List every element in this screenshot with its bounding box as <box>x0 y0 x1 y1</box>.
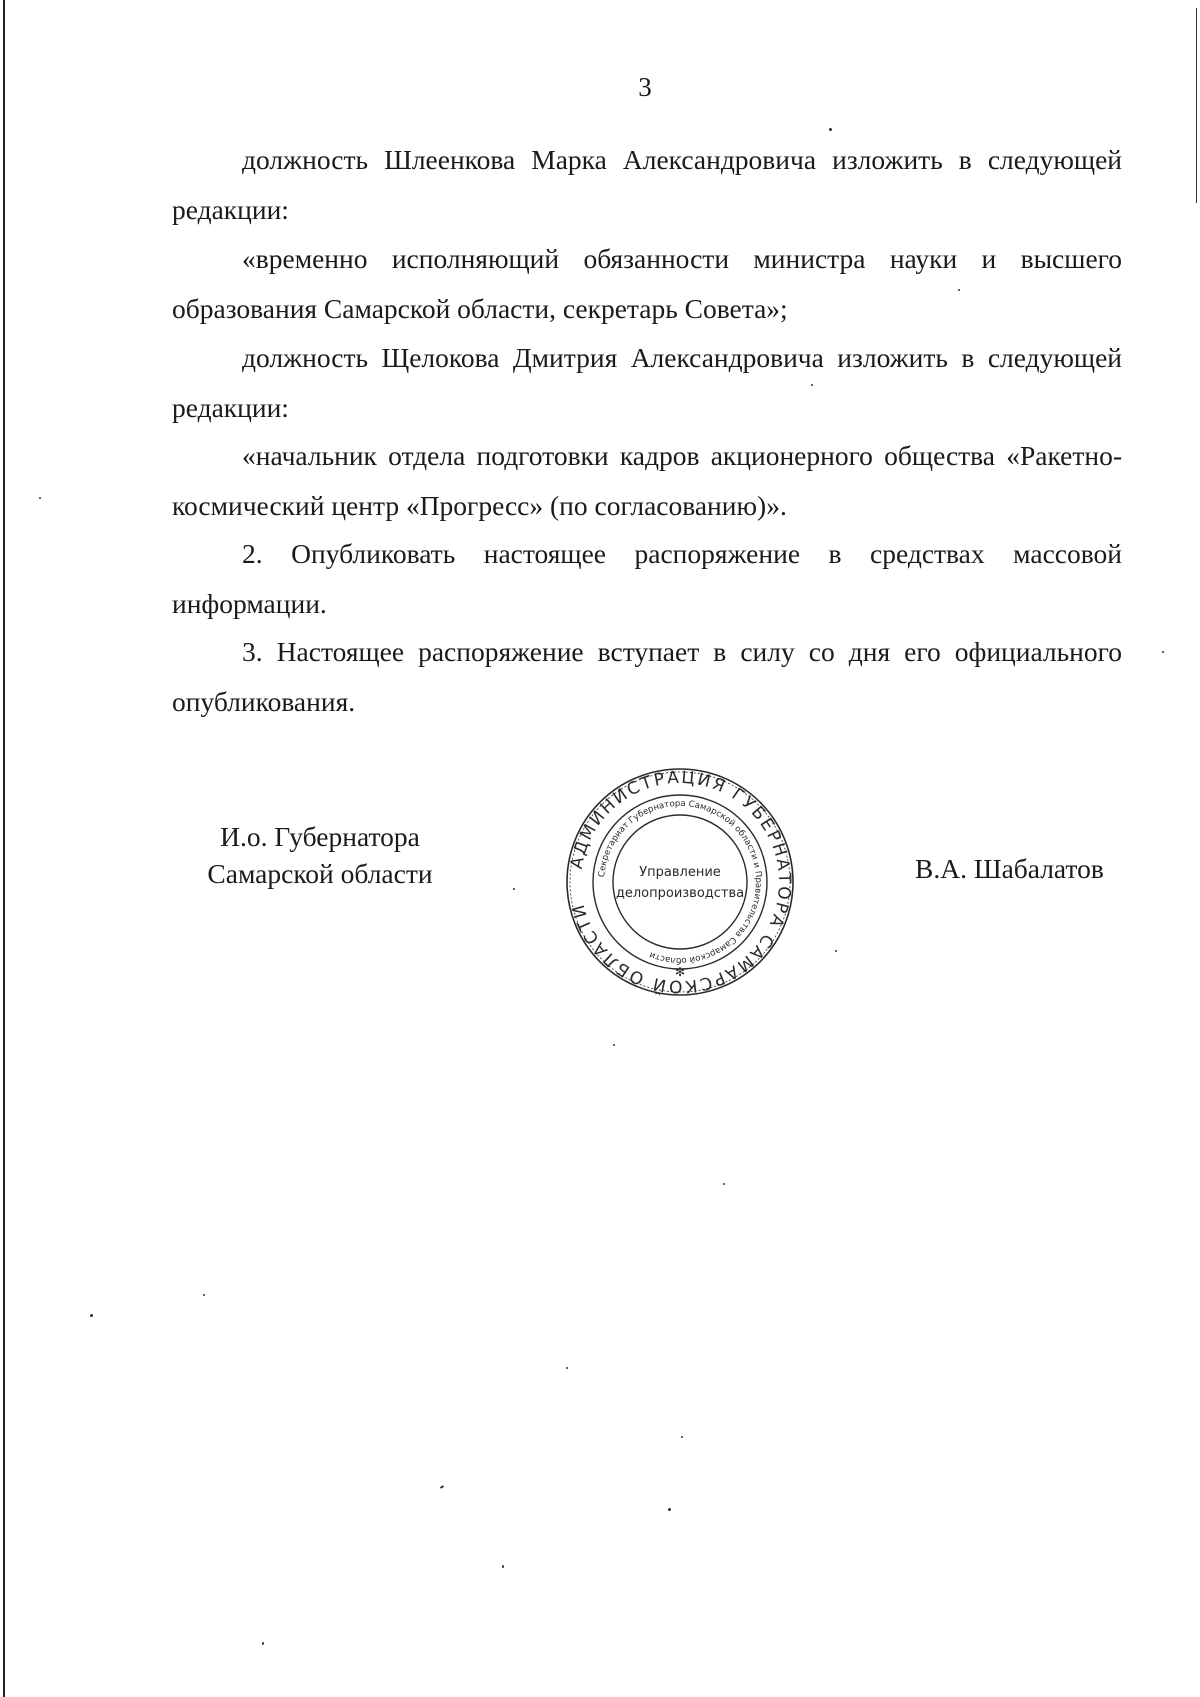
scan-speck <box>723 1183 725 1185</box>
scan-speck <box>829 128 832 131</box>
scan-speck <box>958 289 960 291</box>
scan-speck <box>835 950 837 952</box>
seal-center-line1: Управление <box>639 865 721 880</box>
paragraph-1 <box>172 135 1122 234</box>
scan-speck <box>566 1367 568 1369</box>
scan-speck <box>1162 651 1164 653</box>
scan-speck <box>502 1565 504 1568</box>
paragraph-4-text: «начальник отдела подготовки кадров акционерного общества «Ракетно-космический центр «Прогресс» (по согласованию)». <box>172 440 1122 521</box>
signatory-title-line2: Самарской области <box>207 858 433 889</box>
paragraph-3 <box>172 333 1122 432</box>
scan-speck <box>513 888 515 890</box>
seal-inner-text: Секретариат Губернатора Самарской области и Правительства Самарской области <box>597 798 764 966</box>
scan-speck <box>90 1314 93 1317</box>
paragraph-6-text: 3. Настоящее распоряжение вступает в силу со дня его официального опубликования. <box>172 636 1122 717</box>
paragraph-3-text: должность Щелокова Дмитрия Александровича изложить в следующей редакции: <box>172 342 1122 423</box>
signatory-name: В.А. Шабалатов <box>915 853 1104 884</box>
scan-speck <box>262 1642 264 1645</box>
scan-speck <box>613 1044 615 1046</box>
paragraph-5-text: 2. Опубликовать настоящее распоряжение в средствах массовой информации. <box>172 538 1122 619</box>
seal-inner-ring <box>613 815 747 949</box>
seal-star-icon: ✻ <box>674 965 686 979</box>
paragraph-2-text: «временно исполняющий обязанности министра науки и высшего образования Самарской области, секретарь Совета»; <box>172 243 1122 324</box>
paragraph-5 <box>172 529 1122 628</box>
seal-center-line2: делопроизводства <box>615 886 745 901</box>
scan-speck <box>39 497 41 499</box>
seal-outer-text: АДМИНИСТРАЦИЯ ГУБЕРНАТОРА САМАРСКОЙ ОБЛАСТИ <box>566 767 795 997</box>
paragraph-2 <box>172 234 1122 333</box>
scan-speck <box>203 1294 205 1296</box>
page-number: 3 <box>638 72 652 102</box>
scan-edge-right <box>1196 8 1198 203</box>
paragraph-6 <box>172 627 1122 726</box>
scan-speck <box>668 1508 671 1511</box>
scan-speck <box>681 1436 683 1438</box>
scan-edge-left <box>3 0 5 1697</box>
seal-middle-ring <box>593 795 767 969</box>
official-seal <box>564 766 796 998</box>
paragraph-1-text: должность Шлеенкова Марка Александровича изложить в следующей редакции: <box>172 144 1122 225</box>
signatory-title-line1: И.о. Губернатора <box>220 821 420 852</box>
paragraph-4 <box>172 431 1122 530</box>
scan-speck <box>440 1485 444 1489</box>
scan-speck <box>811 384 813 386</box>
signatory-title <box>195 818 445 892</box>
